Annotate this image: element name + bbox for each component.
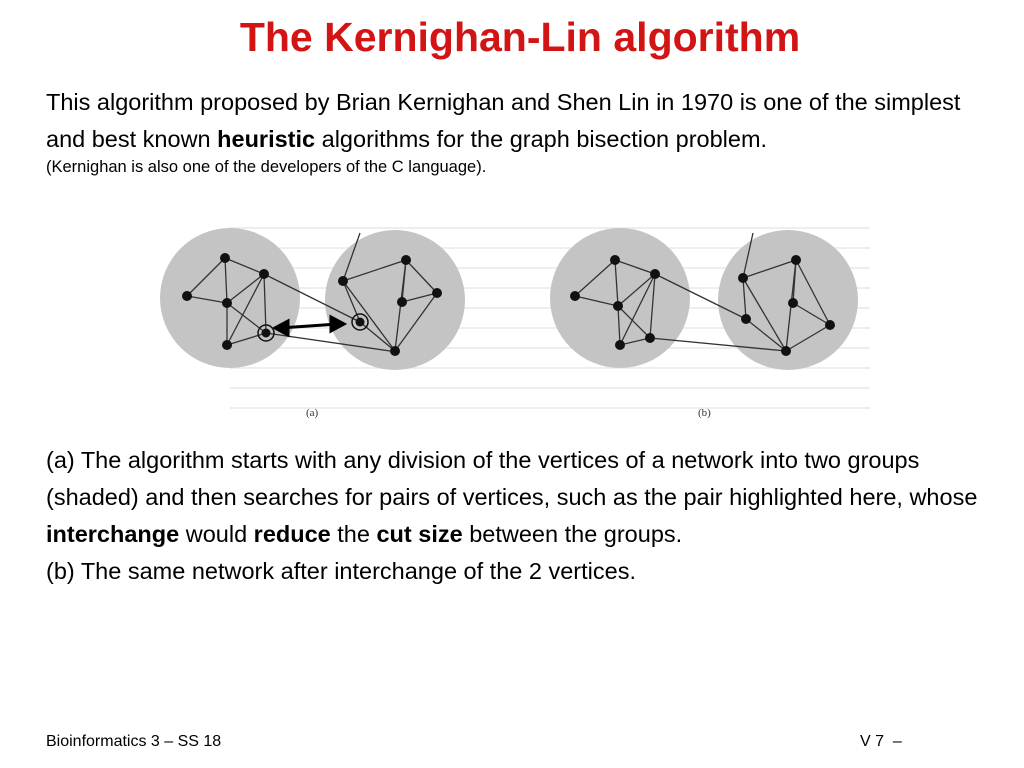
intro-bold-heuristic: heuristic (217, 126, 316, 152)
panel-b-label: (b) (698, 407, 711, 419)
figure-caption (46, 442, 986, 590)
slide-title: The Kernighan-Lin algorithm (239, 14, 801, 60)
caption-a-text-1: (a) The algorithm starts with any division of the vertices of a network into two groups (shaded) and then searches for pairs of vertices, such as the pair highlighted here, whose (46, 447, 978, 510)
intro-text-1: This algorithm proposed by Brian Kernighan and Shen Lin in 1970 is one of the simplest and best known (46, 89, 961, 152)
caption-a-bold-reduce: reduce (253, 521, 331, 547)
panel-a-label: (a) (306, 407, 319, 419)
caption-a-text-4: between the groups. (462, 521, 683, 547)
network-diagram (130, 188, 890, 438)
caption-a-text-3: the (330, 521, 377, 547)
footer-slide-number: V 7 – (860, 733, 902, 750)
footer-course: Bioinformatics 3 – SS 18 (46, 733, 222, 750)
caption-a-text-2: would (179, 521, 254, 547)
panel-b (550, 228, 858, 419)
panel-a (160, 228, 465, 419)
caption-a (46, 442, 986, 553)
intro-text-2: algorithms for the graph bisection problem. (315, 126, 768, 152)
kernighan-note: (Kernighan is also one of the developers of the C language). (46, 158, 487, 176)
intro-paragraph (46, 84, 1006, 158)
caption-a-bold-interchange: interchange (46, 521, 180, 547)
kernighan-lin-figure (130, 188, 890, 438)
caption-a-bold-cut-size: cut size (376, 521, 463, 547)
caption-b: (b) The same network after interchange of the 2 vertices. (46, 558, 636, 584)
